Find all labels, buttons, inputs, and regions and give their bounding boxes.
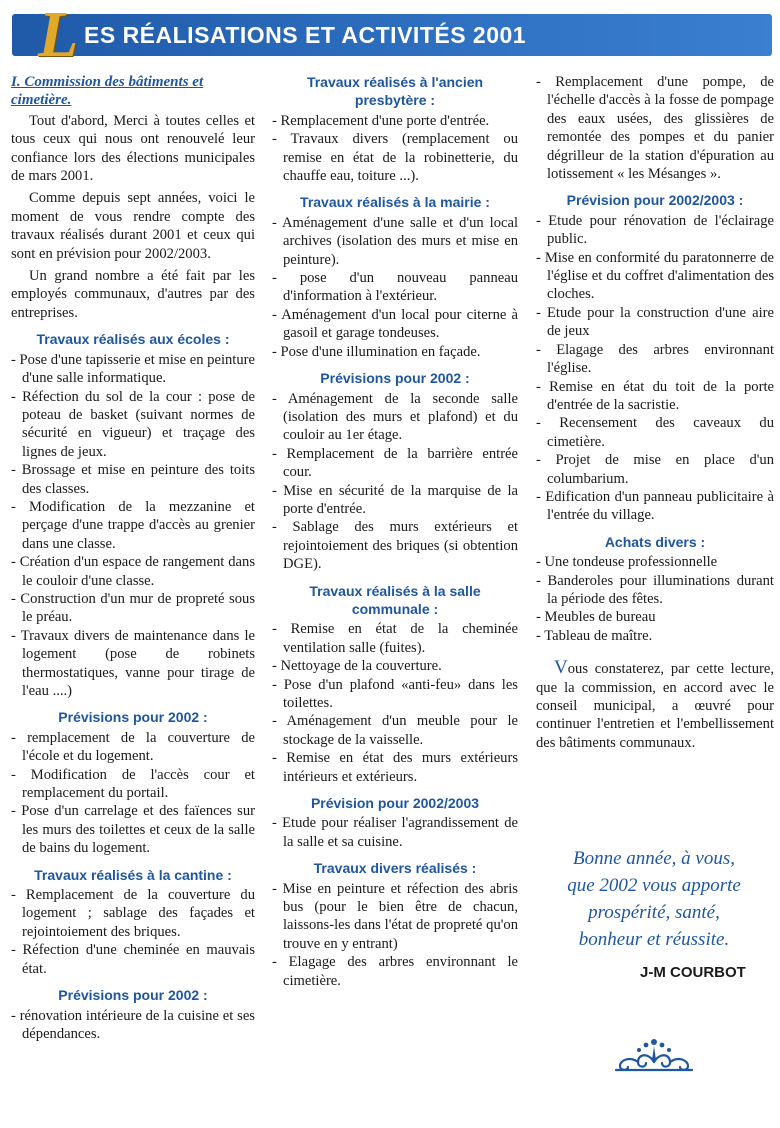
list-item: - Etude pour la construction d'une aire de jeux [536,304,774,341]
list-item: - Pose d'une illumination en façade. [272,343,518,361]
title-initial: L [38,0,79,71]
column-1 [11,73,255,1043]
presbytery-list [272,112,518,186]
section-title: Prévisions pour 2002 : [58,709,208,726]
ornament-icon [608,1032,700,1074]
wish-line: bonheur et réussite. [578,929,730,950]
list-item: - Remplacement d'une pompe, de l'échelle d'accès à la fosse de pompage des eaux usées, des glissières de remontée des pompes et du panier dégrilleur de la station d'épuration au lotissement « les Mésanges ». [536,73,774,183]
commission-heading: I. Commission des bâtiments et cimetière. [11,74,204,109]
list-item: - Remplacement de la couverture du logement ; sablage des façades et rejointoiement des briques. [11,886,255,941]
list-item: - Sablage des murs extérieurs et rejointoiement des briques (si obtention DGE). [272,518,518,573]
town-hall-forecast-list [272,390,518,574]
column-3 [536,73,774,756]
list-item: - Aménagement de la seconde salle (isolation des murs et plafond) et du couloir au 1er étage. [272,390,518,445]
list-item: - Meubles de bureau [536,608,774,626]
community-hall-forecast-list [272,814,518,851]
list-item: - Réfection du sol de la cour : pose de poteau de basket (suivant normes de sécurité en vigueur) et traçage des lignes de jeux. [11,388,255,462]
list-item: - Edification d'un panneau publicitaire à l'entrée du village. [536,488,774,525]
list-item: - Mise en conformité du paratonnerre de l'église et du coffret d'alimentation des cloches. [536,249,774,304]
closing-initial: V [554,657,568,679]
list-item: - Travaux divers (remplacement ou remise en état de la robinetterie, du chauffe eau, toiture ...). [272,130,518,185]
town-hall-list [272,214,518,361]
list-item: - Pose d'un plafond «anti-feu» dans les toilettes. [272,676,518,713]
list-item: - Pose d'un carrelage et des faïences sur les murs des toilettes et ceux de la salle de bains du logement. [11,802,255,857]
list-item: - Tableau de maître. [536,627,774,645]
list-item: - Pose d'une tapisserie et mise en peinture d'une salle informatique. [11,351,255,388]
list-item: - Aménagement d'un local pour citerne à gasoil et garage tondeuses. [272,306,518,343]
closing-paragraph [536,659,774,752]
list-item: - Remplacement de la barrière entrée cour. [272,445,518,482]
list-item: - Projet de mise en place d'un columbarium. [536,451,774,488]
intro-paragraph-2: Comme depuis sept années, voici le moment de vous rendre compte des travaux réalisés durant 2001 et ceux qui sont en prévision pour 2002/2003. [11,190,255,262]
list-item: - Nettoyage de la couverture. [272,657,518,675]
section-title: Prévisions pour 2002 : [320,370,470,387]
column-2 [272,73,518,990]
list-item: - Aménagement d'une salle et d'un local archives (isolation des murs et mise en peinture). [272,214,518,269]
list-item: - remplacement de la couverture de l'école et du logement. [11,729,255,766]
closing-text: ous constaterez, par cette lecture, que la commission, en accord avec le conseil municipal, a œuvré pour continuer l'entretien et l'embellissement des bâtiments communaux. [536,661,774,751]
list-item: - Remise en état du toit de la porte d'entrée de la sacristie. [536,378,774,415]
community-hall-list [272,620,518,786]
list-item: - Réfection d'une cheminée en mauvais état. [11,941,255,978]
list-item: - Elagage des arbres environnant le cimetière. [272,953,518,990]
signature: J-M COURBOT [640,964,746,981]
list-item: - Une tondeuse professionnelle [536,553,774,571]
list-item: - Création d'un espace de rangement dans le couloir d'une classe. [11,553,255,590]
wish-line: Bonne année, à vous, [573,848,735,869]
canteen-forecast-list [11,1007,255,1044]
list-item: - Banderoles pour illuminations durant la période des fêtes. [536,572,774,609]
wish-line: prospérité, santé, [588,902,720,923]
list-item: - Etude pour réaliser l'agrandissement de la salle et sa cuisine. [272,814,518,851]
list-item: - rénovation intérieure de la cuisine et ses dépendances. [11,1007,255,1044]
list-item: - Modification de l'accès cour et remplacement du portail. [11,766,255,803]
section-title: Travaux réalisés aux écoles : [36,331,230,348]
list-item: - Travaux divers de maintenance dans le logement (pose de robinets thermostatiques, vanne pour tirage de l'eau ....) [11,627,255,701]
page-title: ES RÉALISATIONS ET ACTIVITÉS 2001 [84,22,527,48]
title-banner [12,0,772,71]
purchases-list [536,553,774,645]
section-title: Travaux réalisés à la cantine : [34,866,232,883]
list-item: - Modification de la mezzanine et perçage d'une trappe d'accès au grenier dans une classe. [11,498,255,553]
misc-works-continued-list [536,73,774,183]
list-item: - Construction d'un mur de propreté sous le préau. [11,590,255,627]
intro-paragraph-3: Un grand nombre a été fait par les employés communaux, d'autres par des entreprises. [11,268,255,321]
list-item: - Brossage et mise en peinture des toits des classes. [11,461,255,498]
intro-paragraph-1: Tout d'abord, Merci à toutes celles et tous ceux qui nous ont renouvelé leur confiance lors des élections municipales de mars 2001. [11,112,255,185]
list-item: - Etude pour rénovation de l'éclairage public. [536,212,774,249]
list-item: - Elagage des arbres environnant l'église. [536,341,774,378]
section-title: Prévision pour 2002/2003 : [566,192,744,209]
section-title: Travaux divers réalisés : [313,860,477,877]
section-title: Achats divers : [604,533,706,550]
misc-works-list [272,880,518,990]
list-item: - Mise en sécurité de la marquise de la porte d'entrée. [272,482,518,519]
forecast-2002-2003-list [536,212,774,525]
section-title: Travaux réalisés à la salle communale : [309,582,481,617]
section-title: Travaux réalisés à la mairie : [300,194,490,211]
schools-list [11,351,255,701]
list-item: - Mise en peinture et réfection des abris bus (pour le bien être de chacun, laissons-les dans l'état de propreté qu'on trouve en y entrant) [272,880,518,954]
list-item: - Remise en état des murs extérieurs intérieurs et extérieurs. [272,749,518,786]
new-year-wishes [538,845,770,953]
section-title: Travaux réalisés à l'ancien presbytère : [306,74,484,109]
wish-line: que 2002 vous apporte [567,875,741,896]
list-item: - Remplacement d'une porte d'entrée. [272,112,518,130]
list-item: - Aménagement d'un meuble pour le stockage de la vaisselle. [272,712,518,749]
section-title: Prévision pour 2002/2003 [310,795,480,812]
list-item: - Recensement des caveaux du cimetière. [536,414,774,451]
canteen-list [11,886,255,978]
schools-forecast-list [11,729,255,858]
list-item: - Remise en état de la cheminée ventilation salle (fuites). [272,620,518,657]
list-item: - pose d'un nouveau panneau d'information à l'extérieur. [272,269,518,306]
section-title: Prévisions pour 2002 : [58,987,208,1004]
